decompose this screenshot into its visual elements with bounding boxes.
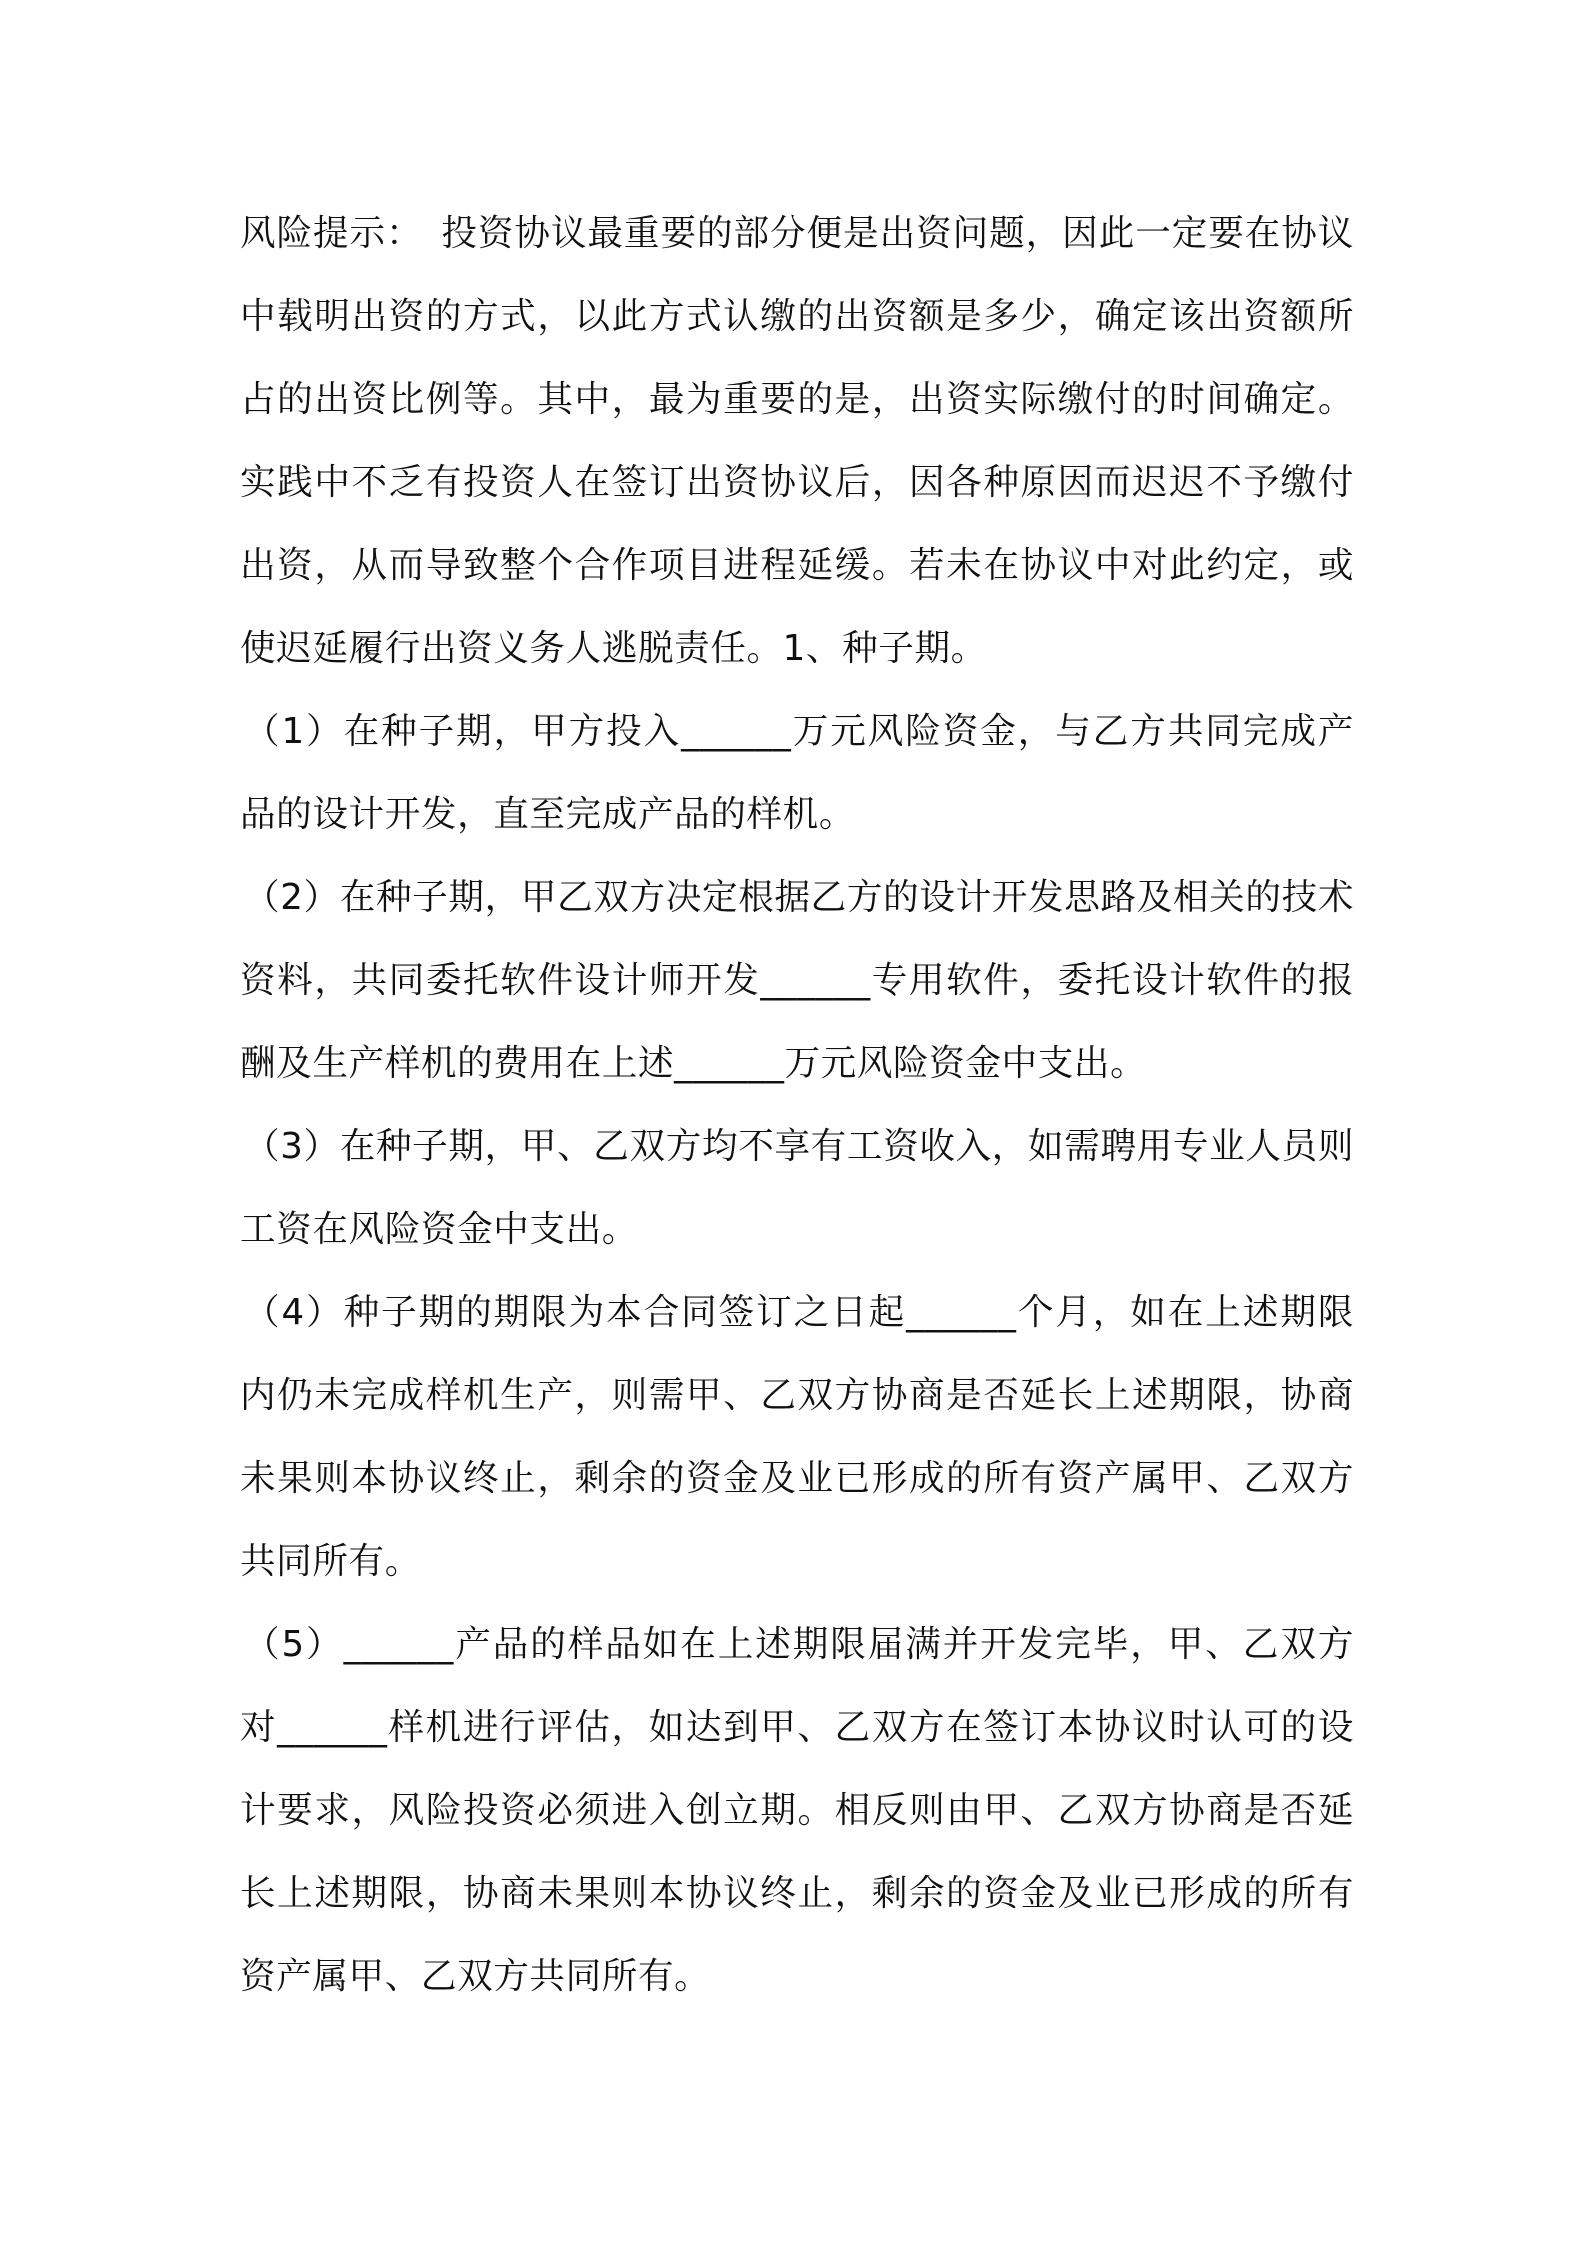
clause-1-paragraph: （1）在种子期，甲方投入______万元风险资金，与乙方共同完成产品的设计开发，直至完成产品的样机。 — [240, 711, 1354, 835]
clause-5-paragraph: （5）______产品的样品如在上述期限届满并开发完毕，甲、乙双方对______样机进行评估，如达到甲、乙双方在签订本协议时认可的设计要求，风险投资必须进入创立期。相反则由甲、乙双方协商是否延长上述期限，协商未果则本协议终止，剩余的资金及业已形成的所有资产属甲、乙双方共同所有。 — [240, 1624, 1354, 1997]
clause-3-paragraph: （3）在种子期，甲、乙双方均不享有工资收入，如需聘用专业人员则工资在风险资金中支出。 — [240, 1126, 1354, 1250]
clause-2-paragraph: （2）在种子期，甲乙双方决定根据乙方的设计开发思路及相关的技术资料，共同委托软件设计师开发______专用软件，委托设计软件的报酬及生产样机的费用在上述______万元风险资金中支出。 — [240, 877, 1354, 1084]
clause-4-paragraph: （4）种子期的期限为本合同签订之日起______个月，如在上述期限内仍未完成样机生产，则需甲、乙双方协商是否延长上述期限，协商未果则本协议终止，剩余的资金及业已形成的所有资产属甲、乙双方共同所有。 — [240, 1292, 1354, 1582]
risk-notice-paragraph: 风险提示： 投资协议最重要的部分便是出资问题，因此一定要在协议中载明出资的方式，以此方式认缴的出资额是多少，确定该出资额所占的出资比例等。其中，最为重要的是，出资实际缴付的时间确定。实践中不乏有投资人在签订出资协议后，因各种原因而迟迟不予缴付出资，从而导致整个合作项目进程延缓。若未在协议中对此约定，或使迟延履行出资义务人逃脱责任。1、种子期。 — [240, 213, 1354, 669]
document-body — [240, 192, 1354, 2018]
